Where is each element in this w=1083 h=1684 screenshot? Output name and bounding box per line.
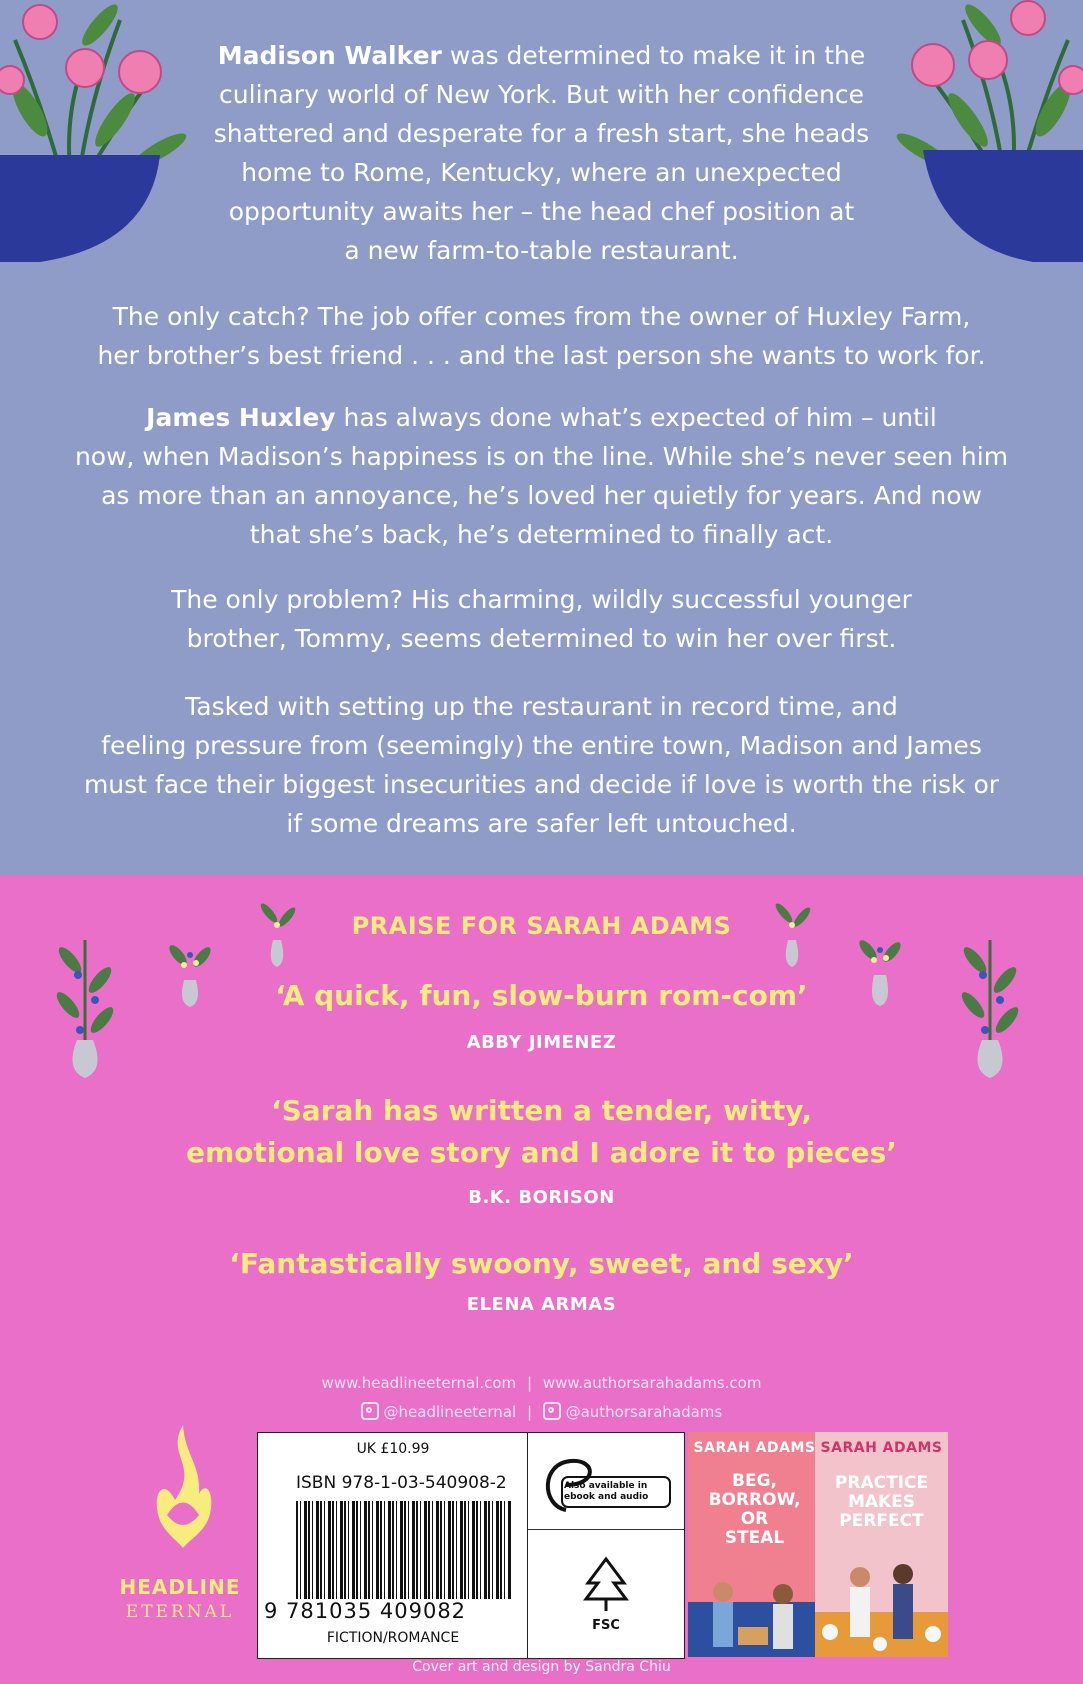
book-title-line: PRACTICE [834,1473,929,1493]
instagram-links [0,1402,1083,1421]
fsc-label: FSC [592,1618,620,1633]
book-title-line: OR [740,1509,769,1529]
blurb-paragraph-5 [0,687,1083,843]
ebook-line: ebook and audio [564,1492,649,1502]
blurb-line: was determined to make it in the [441,41,866,70]
website-link[interactable]: www.headlineeternal.com [321,1374,517,1392]
blurb-paragraph-2 [0,297,1083,375]
book-author: SARAH ADAMS [693,1440,816,1456]
blurb-line: has always done what’s expected of him – until [335,403,937,432]
separator: | [526,1374,533,1392]
character-name: Madison Walker [217,41,442,70]
instagram-icon [361,1402,379,1420]
divider [528,1529,684,1530]
book-cover-art [815,1552,948,1657]
character-name: James Huxley [146,403,336,432]
category-label: FICTION/ROMANCE [326,1630,460,1646]
book-title [688,1472,821,1548]
website-links [0,1374,1083,1392]
praise-quote-2 [0,1090,1083,1174]
blurb-line: now, when Madison’s happiness is on the line. While she’s never seen him [74,442,1009,471]
praise-quote-1: ‘A quick, fun, slow-burn rom-com’ [275,979,808,1012]
praise-quote-3: ‘Fantastically swoony, sweet, and sexy’ [229,1247,854,1280]
blurb-line: a new farm-to-table restaurant. [344,236,739,265]
publisher-logo-line1: HEADLINE [119,1575,241,1599]
blurb-line: shattered and desperate for a fresh start, she heads [213,119,870,148]
praise-author-3: ELENA ARMAS [466,1294,617,1315]
isbn-label: ISBN 978-1-03-540908-2 [296,1473,507,1493]
book-title [815,1474,948,1531]
quote-line: ‘Sarah has written a tender, witty, [270,1094,813,1127]
instagram-handle[interactable]: @headlineeternal [383,1403,517,1421]
blurb-line: feeling pressure from (seemingly) the entire town, Madison and James [101,731,982,760]
blurb-line: opportunity awaits her – the head chef position at [228,197,855,226]
blurb-line: as more than an annoyance, he’s loved her quietly for years. And now [101,481,982,510]
blurb-line: culinary world of New York. But with her confidence [219,80,864,109]
book-author: SARAH ADAMS [820,1440,943,1456]
book-thumbnail-beg-borrow-or-steal[interactable] [688,1432,821,1657]
book-title-line: BEG, [732,1471,777,1491]
book-title-line: MAKES [847,1492,916,1512]
price-label: UK £10.99 [356,1441,430,1457]
book-thumbnail-practice-makes-perfect[interactable] [815,1432,948,1657]
blurb-line: her brother’s best friend . . . and the last person she wants to work for. [97,341,986,370]
praise-author-2: B.K. BORISON [468,1187,615,1208]
blurb-line: must face their biggest insecurities and decide if love is worth the risk or [83,770,1000,799]
blurb-line: home to Rome, Kentucky, where an unexpected [241,158,842,187]
instagram-handle[interactable]: @authorsarahadams [565,1403,723,1421]
instagram-icon [543,1402,561,1420]
praise-author-1: ABBY JIMENEZ [466,1032,617,1053]
blurb-line: The only problem? His charming, wildly successful younger [171,585,912,614]
blurb-line: Tasked with setting up the restaurant in record time, and [185,692,898,721]
ebook-line: Also available in [564,1481,648,1491]
book-title-line: PERFECT [839,1511,924,1531]
separator: | [526,1403,533,1421]
flame-heart-logo-icon [145,1420,220,1555]
fsc-tree-icon [578,1553,634,1615]
website-link[interactable]: www.authorsarahadams.com [542,1374,762,1392]
blurb-line: brother, Tommy, seems determined to win her over first. [186,624,897,653]
blurb-line: that she’s back, he’s determined to finally act. [249,520,834,549]
barcode-bars [296,1501,511,1599]
book-cover-art [688,1562,821,1657]
quote-line: emotional love story and I adore it to pieces’ [186,1136,897,1169]
blurb-paragraph-3 [0,398,1083,554]
praise-heading: PRAISE FOR SARAH ADAMS [351,912,732,940]
blurb-line: The only catch? The job offer comes from the owner of Huxley Farm, [112,302,971,331]
blurb-line: if some dreams are safer left untouched. [286,809,797,838]
barcode-box [257,1432,529,1659]
barcode-digits: 9 781035 409082 [264,1599,467,1623]
blurb-paragraph-4 [0,580,1083,658]
publisher-logo-line2: ETERNAL [125,1602,235,1622]
ebook-text [564,1481,648,1503]
blurb-paragraph-1 [0,36,1083,270]
book-title-line: BORROW, [708,1490,801,1510]
ebook-fsc-box [527,1432,685,1659]
book-title-line: STEAL [724,1528,785,1548]
cover-credit: Cover art and design by Sandra Chiu [412,1659,671,1675]
